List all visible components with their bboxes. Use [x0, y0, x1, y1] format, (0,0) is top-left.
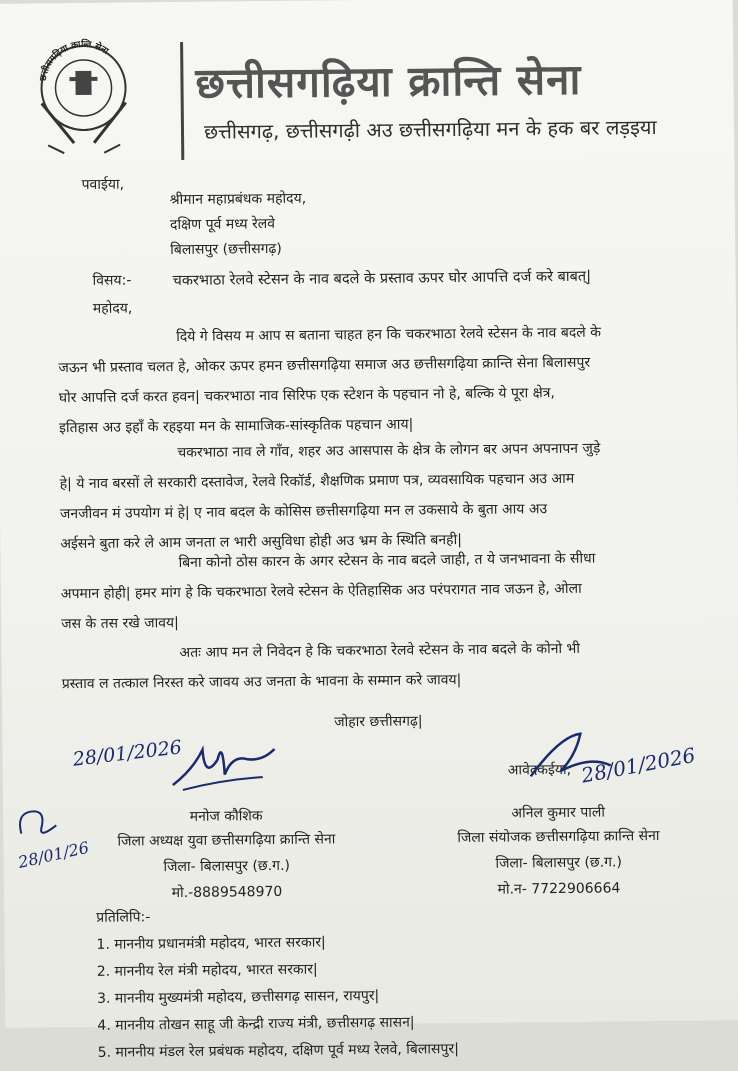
closing-greeting: जोहार छत्तीसगढ़| [334, 713, 423, 731]
applicant-label: आवेदकईया, [507, 761, 572, 779]
body-paragraph [60, 544, 596, 640]
paragraph-line: इतिहास अउ इहाँ के रहइया मन के सामाजिक-सांस्कृतिक पहचान आय| [59, 416, 414, 437]
copy-to-item: 1. माननीय प्रधानमंत्री महोदय, भारत सरकार| [96, 934, 326, 953]
body-paragraph [59, 434, 601, 560]
copy-to-item: 4. माननीय तोखन साहू जी केन्द्री राज्य मंत्री, छत्तीसगढ़ सासन| [97, 1014, 415, 1034]
signatory-phone: मो.न- 7722906664 [497, 880, 621, 898]
paragraph-line: हे| ये नाव बरसों ले सरकारी दस्तावेज, रेलवे रिकॉर्ड, शैक्षणिक प्रमाण पत्र, व्यवसायिक पहचान अउ आम [59, 470, 575, 493]
signatory-name: मनोज कौशिक [189, 808, 263, 825]
signatory-right [423, 802, 694, 907]
copy-to-list [96, 931, 459, 1070]
paragraph-line: जस के तस रखे जावय| [61, 614, 179, 633]
subject-text: चकरभाठा रेलवे स्टेसन के नाव बदले के प्रस्ताव ऊपर घोर आपत्ति दर्ज करे बाबत्| [172, 268, 592, 290]
body-paragraph [58, 318, 602, 444]
paragraph-line: जऊन भी प्रस्ताव चलत हे, ओकर ऊपर हमन छत्तीसगढ़िया समाज अउ छत्तीसगढ़िया क्रान्ति सेना बिलासपुर [58, 354, 591, 377]
handwritten-date-left: 28/01/2026 [71, 736, 183, 771]
paragraph-line: घोर आपत्ति दर्ज करत हवन| चकरभाठा नाव सिरिफ एक स्टेशन के पहचान नो हे, बल्कि ये पूरा क्षेत्र, [58, 385, 556, 407]
subject-label: विसय:- [92, 272, 132, 289]
handwritten-date-margin: 28/01/26 [16, 837, 91, 872]
paragraph-line: अपमान होही| हमर मांग हे कि चकरभाठा रेलवे स्टेसन के ऐतिहासिक अउ परंपरागत नाव जऊन हे, ओला [60, 580, 582, 603]
signatory-designation: जिला संयोजक छत्तीसगढ़िया क्रान्ति सेना [457, 827, 660, 847]
signatory-left [91, 805, 362, 910]
salutation: महोदय, [92, 300, 133, 317]
copy-to-label: प्रतिलिपि:- [96, 909, 151, 926]
signature-left [162, 729, 283, 804]
signatory-name: अनिल कुमार पाली [511, 804, 606, 822]
signatory-district: जिला- बिलासपुर (छ.ग.) [495, 854, 623, 872]
handwritten-date-right: 28/01/2026 [579, 742, 698, 788]
signatory-phone: मो.-8889548970 [171, 883, 283, 902]
copy-to-item: 3. माननीय मुख्यमंत्री महोदय, छत्तीसगढ़ सासन, रायपुर| [96, 987, 380, 1007]
body-paragraph [61, 634, 580, 699]
paragraph-line: अईसने बुता करे ले आम जनता ल भारी असुविधा होही अउ भ्रम के स्थिति बनही| [60, 532, 462, 553]
addressee-line: दक्षिण पूर्व मध्य रेलवे [169, 215, 276, 234]
paragraph-line: प्रस्ताव ल तत्काल निरस्त करे जावय अउ जनता के भावना के सम्मान करे जावय| [61, 672, 462, 693]
paragraph-line: बिना कोनो ठोस कारन के अगर स्टेसन के नाव बदले जाही, त ये जनभावना के सीधा [178, 550, 596, 571]
signatory-district: जिला- बिलासपुर (छ.ग.) [163, 857, 291, 876]
paragraph-line: जनजीवन मं उपयोग मं हे| ए नाव बदल के कोसिस छत्तीसगढ़िया मन ल उकसाये के बुता आय अउ [59, 501, 548, 523]
copy-to-item: 5. माननीय मंडल रेल प्रबंधक महोदय, दक्षिण पूर्व मध्य रेलवे, बिलासपुर| [97, 1041, 459, 1061]
organization-title: छत्तीसगढ़िया क्रान्ति सेना [195, 54, 582, 108]
addressee-line: बिलासपुर (छत्तीसगढ़) [170, 240, 282, 259]
paragraph-line: अतः आप मन ले निवेदन हे कि चकरभाठा रेलवे स्टेसन के नाव बदले के कोनो भी [179, 640, 581, 661]
signatory-designation: जिला अध्यक्ष युवा छत्तीसगढ़िया क्रान्ति सेना [117, 831, 336, 850]
logo-arc-text: छत्तीसगढ़िया क्रान्ति सेना [38, 39, 110, 82]
paragraph-line: चकरभाठा नाव ले गाँव, शहर अउ आसपास के क्षेत्र के लोगन बर अपन अपनापन जुड़े [177, 440, 601, 462]
organization-logo [33, 32, 134, 163]
header-divider [180, 42, 184, 160]
addressee-line: श्रीमान महाप्रबंधक महोदय, [169, 190, 307, 209]
svg-text:छत्तीसगढ़िया क्रान्ति सेना [37, 37, 110, 83]
from-label: पवाईया, [81, 176, 125, 193]
copy-to-item: 2. माननीय रेल मंत्री महोदय, भारत सरकार| [96, 961, 318, 980]
organization-tagline: छत्तीसगढ़, छत्तीसगढ़ी अउ छत्तीसगढ़िया मन के हक बर लड़इया [203, 114, 657, 144]
paragraph-line: दिये गे विसय म आप स बताना चाहत हन कि चकरभाठा रेलवे स्टेसन के नाव बदले के [176, 324, 602, 346]
addressee-block [170, 189, 307, 265]
margin-initials [11, 803, 71, 848]
